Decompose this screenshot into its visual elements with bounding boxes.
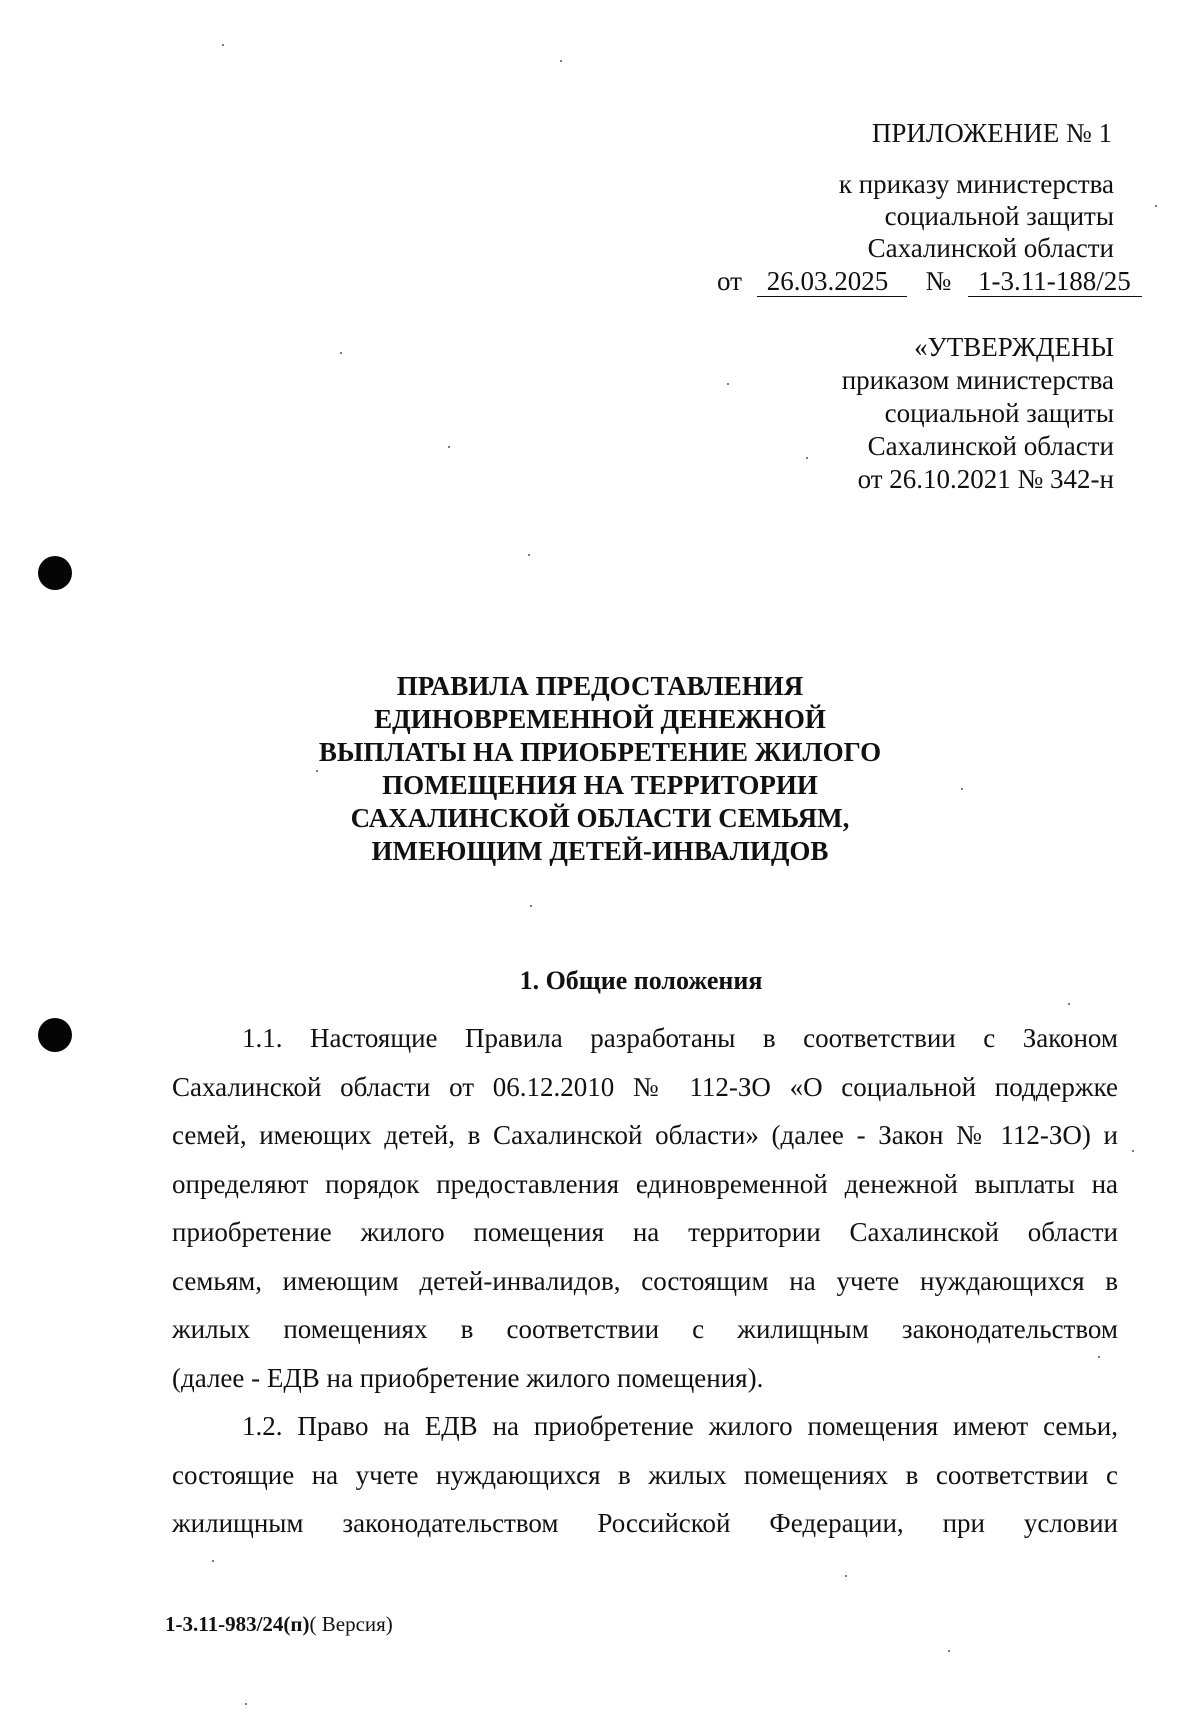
appendix-label: ПРИЛОЖЕНИЕ № 1 xyxy=(871,118,1112,148)
section-heading xyxy=(0,966,1200,996)
scan-speck xyxy=(727,383,729,385)
scan-speck xyxy=(1155,205,1157,207)
to-order-line-1: к приказу министерства xyxy=(838,169,1114,199)
paragraph-line: состоящие на учете нуждающихся в жилых помещениях в соответствии с xyxy=(172,1459,1118,1490)
to-order-line-3: Сахалинской области xyxy=(867,233,1114,263)
scan-speck xyxy=(845,1575,847,1577)
paragraph-line: Сахалинской области от 06.12.2010 № 112-ЗО «О социальной поддержке xyxy=(172,1071,1118,1102)
footer-document-code xyxy=(165,1612,393,1637)
paragraph-line: семьям, имеющим детей-инвалидов, состоящим на учете нуждающихся в xyxy=(172,1265,1118,1296)
order-date-field: 26.03.2025 xyxy=(757,267,907,297)
scan-speck xyxy=(1068,1003,1070,1005)
scan-speck xyxy=(948,1650,950,1652)
section-heading-text: 1. Общие положения xyxy=(519,966,763,995)
title-line: ПРАВИЛА ПРЕДОСТАВЛЕНИЯ xyxy=(396,671,804,701)
scan-speck xyxy=(316,770,318,772)
paragraph-line: жилищным законодательством Российской Федерации, при условии xyxy=(172,1508,1118,1538)
scan-speck xyxy=(530,905,532,907)
order-reference xyxy=(717,265,1142,297)
paragraph-line: 1.1. Настоящие Правила разработаны в соответствии с Законом xyxy=(242,1023,1118,1053)
approved-line-5: от 26.10.2021 № 342-н xyxy=(857,464,1114,494)
footer-code: 1-3.11-983/24(п) xyxy=(165,1612,310,1636)
paragraph-line: определяют порядок предоставления единовременной денежной выплаты на xyxy=(172,1168,1118,1199)
paragraph-line: 1.2. Право на ЕДВ на приобретение жилого помещения имеют семьи, xyxy=(242,1411,1118,1441)
scan-speck xyxy=(560,60,562,62)
scan-speck xyxy=(1132,1150,1134,1152)
scan-speck xyxy=(806,457,808,459)
title-line: ВЫПЛАТЫ НА ПРИОБРЕТЕНИЕ ЖИЛОГО xyxy=(318,737,882,767)
scan-speck xyxy=(961,788,963,790)
title-line: ИМЕЮЩИМ ДЕТЕЙ-ИНВАЛИДОВ xyxy=(371,836,829,866)
order-from-prefix: от xyxy=(717,266,742,296)
footer-version: ( Версия) xyxy=(309,1612,393,1636)
scan-speck xyxy=(1098,1356,1100,1358)
punch-hole-top xyxy=(38,556,72,590)
order-number-sign: № xyxy=(925,266,952,296)
paragraph-line: семей, имеющих детей, в Сахалинской области» (далее - Закон № 112-ЗО) и xyxy=(172,1120,1118,1150)
title-line: ЕДИНОВРЕМЕННОЙ ДЕНЕЖНОЙ xyxy=(374,704,826,734)
approved-line-4: Сахалинской области xyxy=(867,431,1114,461)
paragraph-line: (далее - ЕДВ на приобретение жилого помещения). xyxy=(172,1362,764,1393)
paragraph-1-2 xyxy=(172,1402,1118,1548)
scan-speck xyxy=(245,1703,247,1705)
approved-line-1: «УТВЕРЖДЕНЫ xyxy=(914,332,1114,362)
scan-speck xyxy=(448,446,450,448)
paragraph-line: жилых помещениях в соответствии с жилищным законодательством xyxy=(172,1314,1118,1344)
to-order-line-2: социальной защиты xyxy=(884,201,1114,231)
punch-hole-bottom xyxy=(38,1018,72,1052)
title-line: ПОМЕЩЕНИЯ НА ТЕРРИТОРИИ xyxy=(382,770,818,800)
paragraph-line: приобретение жилого помещения на территории Сахалинской области xyxy=(172,1217,1118,1247)
approved-line-2: приказом министерства xyxy=(841,365,1114,395)
scan-speck xyxy=(340,352,342,354)
order-number-field: 1-3.11-188/25 xyxy=(968,267,1142,297)
title-line: САХАЛИНСКОЙ ОБЛАСТИ СЕМЬЯМ, xyxy=(350,803,850,833)
scan-speck xyxy=(212,1560,214,1562)
scan-speck xyxy=(222,44,224,46)
paragraph-1-1 xyxy=(172,1014,1118,1402)
approved-line-3: социальной защиты xyxy=(884,398,1114,428)
document-title xyxy=(300,670,900,868)
scan-speck xyxy=(528,554,530,556)
